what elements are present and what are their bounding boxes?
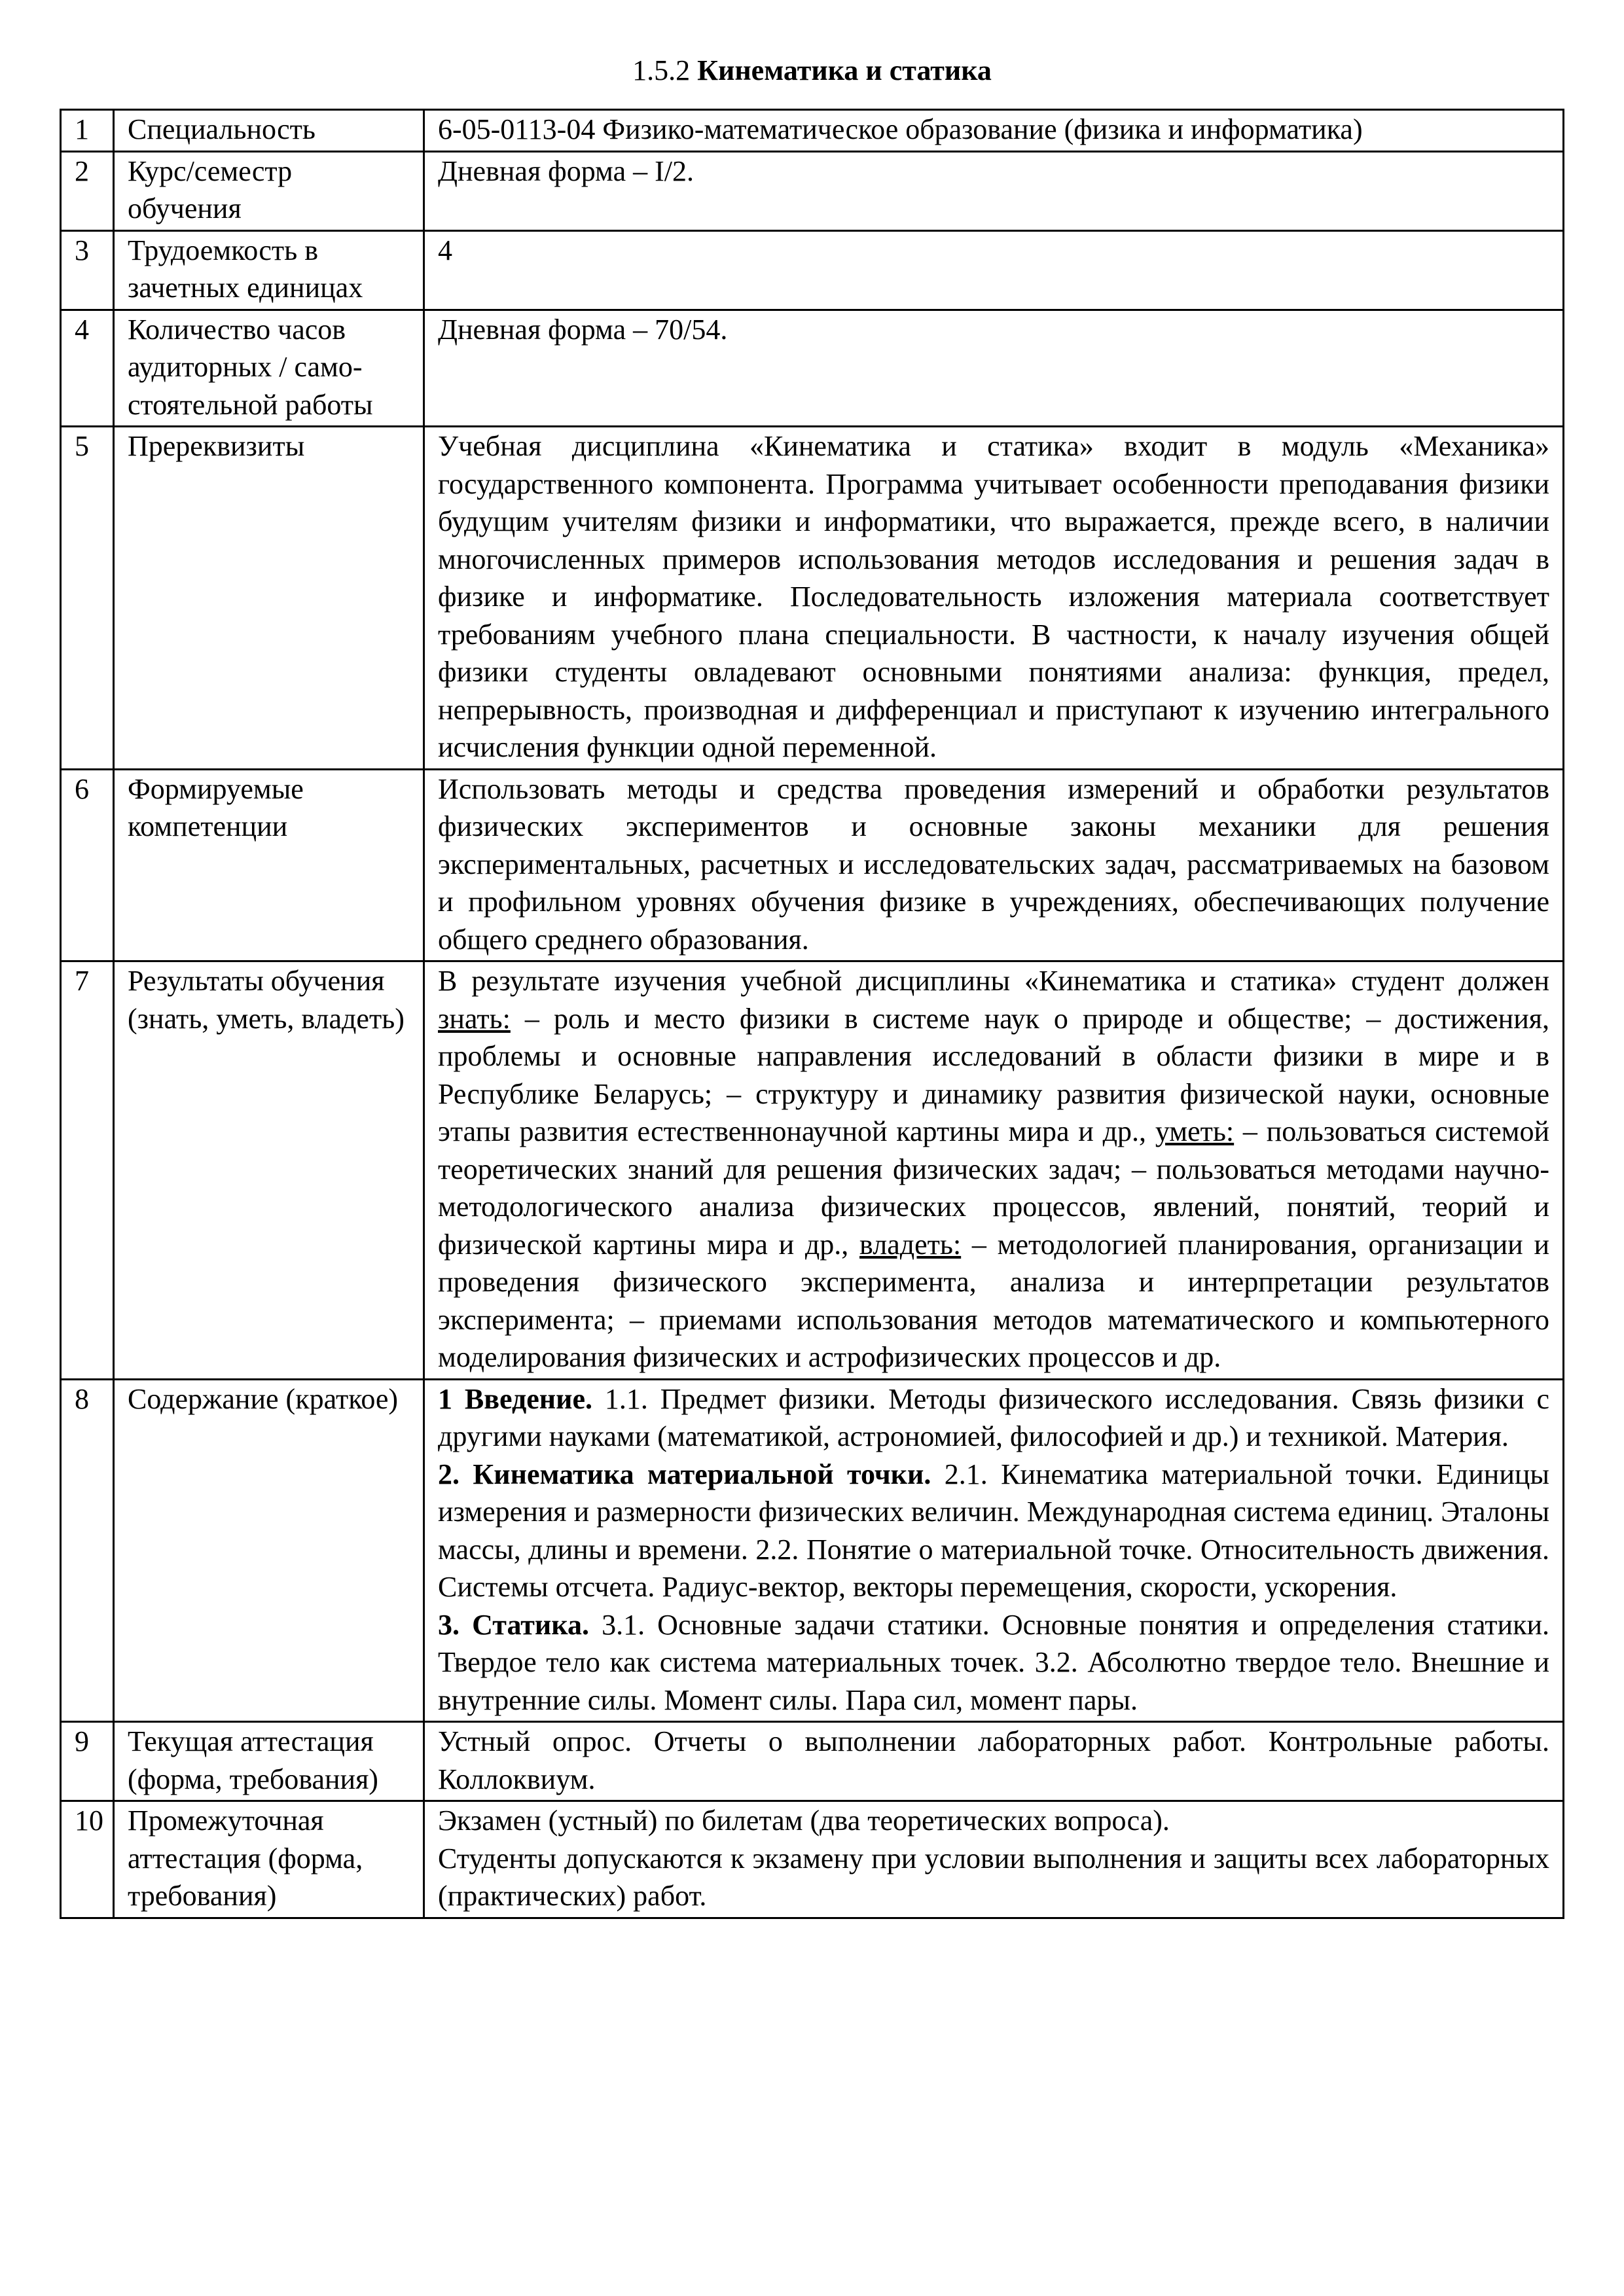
row-value: Учебная дисциплина «Кинематика и статика» входит в модуль «Механика» государственного компонента. Программа учитывает особенности преподавания физики будущим учителям физики и информатики, что выражается, прежде всего, в наличии многочисленных примеров использования методов исследования и решения задач в физике и информатике. Последовательность изложения материала соответствует требованиям учебного плана специальности. В частности, к началу изучения общей физики студенты овладевают основными понятиями анализа: функция, предел, непрерывность, производная и дифференциал и приступают к изучению интегрального исчисления функции одной переменной.: [424, 427, 1564, 770]
content-section-text: 2.1. Кинематика материальной точки. Единицы измерения и размерности физических величин. Международная система единиц. Эталоны массы, длины и времени. 2.2. Понятие о материальной точке. Относительность движения. Системы отсчета. Радиус-вектор, векторы перемещения, скорости, ускорения.: [438, 1458, 1549, 1603]
row-label: Пререквизиты: [114, 427, 424, 770]
table-row: [61, 230, 1564, 310]
row-number: 6: [61, 769, 114, 961]
row-value: [424, 961, 1564, 1380]
row-label: Формируемые компетенции: [114, 769, 424, 961]
row-label: Количество часов аудиторных / само-стоятельной работы: [114, 310, 424, 427]
row-value: [424, 1379, 1564, 1722]
row-number: 4: [61, 310, 114, 427]
content-section-text: 1.1. Предмет физики. Методы физического исследования. Связь физики с другими науками (математикой, астрономией, философией и др.) и техникой. Материя.: [438, 1382, 1549, 1452]
row-value: Дневная форма – I/2.: [424, 151, 1564, 230]
row-number: 5: [61, 427, 114, 770]
row-number: 7: [61, 961, 114, 1380]
content-section: [438, 1456, 1549, 1606]
table-row: [61, 310, 1564, 427]
row-number: 8: [61, 1379, 114, 1722]
row-value: Устный опрос. Отчеты о выполнении лабораторных работ. Контрольные работы. Коллоквиум.: [424, 1722, 1564, 1801]
exam-line: Экзамен (устный) по билетам (два теоретических вопроса).: [438, 1804, 1170, 1837]
content-section-heading: 3. Статика.: [438, 1608, 589, 1641]
row-value: 6-05-0113-04 Физико-математическое образование (физика и информатика): [424, 110, 1564, 152]
discipline-table: [60, 109, 1564, 1919]
section-number: 1.5.2: [632, 54, 691, 86]
content-section: [438, 1380, 1549, 1456]
row-label: Содержание (краткое): [114, 1379, 424, 1722]
row-label: Курс/семестр обучения: [114, 151, 424, 230]
content-section-text: 3.1. Основные задачи статики. Основные понятия и определения статики. Твердое тело как система материальных точек. 3.2. Абсолютно твердое тело. Внешние и внутренние силы. Момент силы. Пара сил, момент пары.: [438, 1608, 1550, 1716]
outcomes-can-text: – пользоваться системой теоретических знаний для решения физических задач; – пользоваться методами научно-методологического анализа физических процессов, явлений, понятий, теорий и физической картины мира и др.,: [438, 1115, 1550, 1261]
outcomes-know-label: знать:: [438, 1002, 511, 1035]
table-row: [61, 1722, 1564, 1801]
row-label: Трудоемкость в зачетных единицах: [114, 230, 424, 310]
table-row: [61, 427, 1564, 770]
table-row: [61, 151, 1564, 230]
outcomes-own-text: – методологией планирования, организации и проведения физического эксперимента, анализа и интерпретации результатов эксперимента; – приемами использования методов математического и компьютерного моделирования физических и астрофизических процессов и др.: [438, 1228, 1549, 1373]
outcomes-intro: В результате изучения учебной дисциплины «Кинематика и статика» студент должен: [438, 965, 1549, 997]
outcomes-know-text: – роль и место физики в системе наук о природе и обществе; – достижения, проблемы и основные направления исследований в области физики в мире и в Республике Беларусь; – структуру и динамику развития физической науки, основные этапы развития естественнонаучной картины мира и др.,: [438, 1002, 1549, 1147]
row-label: Результаты обучения (знать, уметь, владеть): [114, 961, 424, 1380]
content-section-heading: 2. Кинематика материальной точки.: [438, 1458, 931, 1490]
outcomes-own-label: владеть:: [859, 1228, 962, 1261]
outcomes-can-label: уметь:: [1155, 1115, 1235, 1147]
row-label: Промежуточная аттестация (форма, требования): [114, 1801, 424, 1918]
row-number: 2: [61, 151, 114, 230]
section-title: Кинематика и статика: [697, 54, 992, 86]
row-label: Текущая аттестация (форма, требования): [114, 1722, 424, 1801]
table-row: [61, 110, 1564, 152]
table-row: [61, 1801, 1564, 1918]
row-label: Специальность: [114, 110, 424, 152]
row-value: Использовать методы и средства проведения измерений и обработки результатов физических экспериментов и основные законы механики для решения экспериментальных, расчетных и исследовательских задач, рассматриваемых на базовом и профильном уровнях обучения физике в учреждениях, обеспечивающих получение общего среднего образования.: [424, 769, 1564, 961]
row-number: 3: [61, 230, 114, 310]
row-value: 4: [424, 230, 1564, 310]
content-section-heading: 1 Введение.: [438, 1382, 592, 1415]
table-row: [61, 1379, 1564, 1722]
row-value: Дневная форма – 70/54.: [424, 310, 1564, 427]
table-row: [61, 961, 1564, 1380]
row-number: 10: [61, 1801, 114, 1918]
content-section: [438, 1606, 1549, 1719]
exam-line: Студенты допускаются к экзамену при условии выполнения и защиты всех лабораторных (практических) работ.: [438, 1842, 1549, 1912]
page-title: [0, 51, 1624, 90]
row-value: [424, 1801, 1564, 1918]
table-row: [61, 769, 1564, 961]
row-number: 9: [61, 1722, 114, 1801]
row-number: 1: [61, 110, 114, 152]
